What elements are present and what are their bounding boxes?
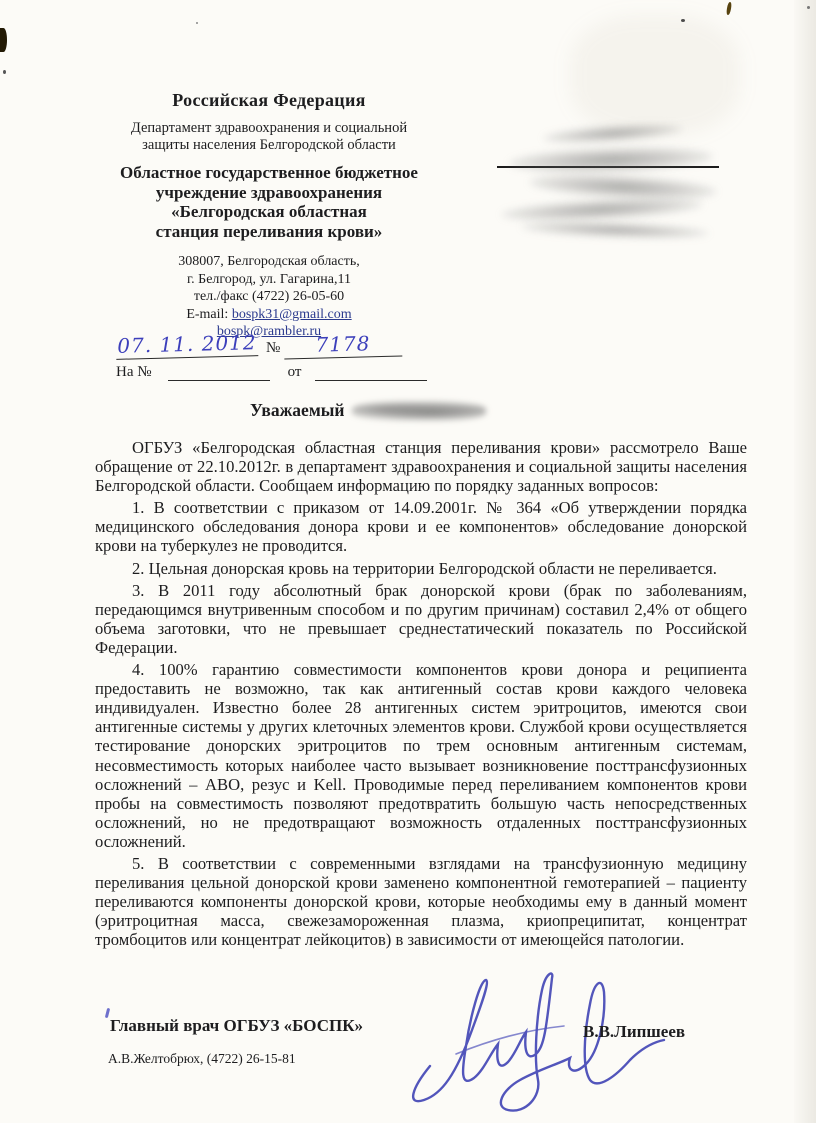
paragraph-item5: 5. В соответствии с современными взглядами на трансфузионную медицину переливания цельной донорской крови заменено компонентной гемотерапией – пациенту переливаются компоненты донорской крови, которые необходимы ему в данный момент (эритроцитная масса, свежезамороженная плазма, криопреципитат, концентрат тромбоцитов или концентрат лейкоцитов) в зависимости от имеющейся патологии.	[95, 853, 747, 950]
signer-position: Главный врач ОГБУЗ «БОСПК»	[110, 1016, 364, 1035]
salutation-line	[250, 400, 486, 421]
letterhead-address	[78, 253, 460, 341]
date-number-row	[116, 332, 446, 358]
letter-body	[95, 438, 747, 949]
scan-speckle	[0, 28, 7, 52]
handwritten-date: 07. 11. 2012	[116, 330, 259, 360]
blur-smudge	[509, 144, 714, 175]
letterhead-department-line2: защиты населения Белгородской области	[142, 137, 396, 153]
scan-speckle	[807, 6, 810, 9]
paragraph-item4: 4. 100% гарантию совместимости компонентов крови донора и реципиента предоставить не возможно, так как антигенный состав крови каждого человека индивидуален. Известно более 28 антигенных систем эритроцитов, имеются свои антигенные системы у других клеточных элементов крови. Службой крови осуществляется тестирование донорских эритроцитов по трем основным антигенным системам, несовместимость которых наиболее часто вызывает возникновение посттрансфузионных осложнений – АВО, резус и Kell. Проводимые перед переливанием компонентов крови пробы на совместимость позволяют предотвратить большую часть непосредственных осложнений, но не предотвращают возможность отдаленных посттрансфузионных осложнений.	[95, 660, 747, 851]
email-label: E-mail:	[186, 306, 229, 322]
ref-ot-label: от	[287, 364, 302, 380]
paragraph-item3: 3. В 2011 году абсолютный брак донорской крови (брак по заболеваниям, передающимся внутривенным способом и по другим причинам) составил 2,4% от общего объема заготовки, что не превышает среднестатический показатель по Российской Федерации.	[95, 580, 747, 657]
letterhead-country: Российская Федерация	[172, 90, 366, 110]
letterhead	[78, 90, 460, 341]
signer-name: В.В.Липшеев	[583, 1022, 686, 1041]
letterhead-department	[78, 120, 460, 154]
phone-fax-line: тел./факс (4722) 26-05-60	[193, 289, 345, 304]
paragraph-item1: 1. В соответствии с приказом от 14.09.2001г. № 364 «Об утверждении порядка медицинского обследования донора крови и ее компонентов» обследование донорской крови на туберкулез не проводится.	[95, 498, 747, 556]
scan-speckle	[3, 70, 6, 74]
date-number-block	[116, 332, 446, 381]
letterhead-department-line1: Департамент здравоохранения и социальной	[130, 120, 408, 136]
letterhead-org-line4: станция переливания крови»	[155, 221, 383, 241]
handwritten-outgoing-number: 7178	[284, 330, 403, 359]
address-line1: 308007, Белгородская область,	[178, 254, 360, 269]
scan-speckle	[681, 19, 685, 22]
paragraph-intro: ОГБУЗ «Белгородская областная станция переливания крови» рассмотрело Ваше обращение от 22.10.2012г. в департамент здравоохранения и социальной защиты населения Белгородской области. Сообщаем информацию по порядку заданных вопросов:	[95, 438, 747, 496]
email-address-rambler: bospk@rambler.ru	[216, 324, 322, 339]
email-address-gmail: bospk31@gmail.com	[231, 306, 352, 322]
redacted-recipient-name	[352, 401, 486, 421]
email-line1	[78, 306, 460, 324]
number-sign: №	[266, 340, 281, 356]
scan-speckle	[726, 2, 732, 15]
paragraph-item2: 2. Цельная донорская кровь на территории Белгородской области не переливается.	[132, 558, 717, 578]
signature-scribble	[398, 968, 670, 1120]
letterhead-org-line1: Областное государственное бюджетное	[120, 163, 418, 182]
blur-smudge	[501, 195, 704, 225]
scan-speckle	[196, 22, 198, 24]
letterhead-organization	[78, 163, 460, 241]
ref-number-blank	[168, 364, 270, 381]
letterhead-org-line2: учреждение здравоохранения	[155, 182, 383, 202]
ref-date-blank	[315, 364, 427, 381]
ref-na-label: На №	[116, 364, 152, 380]
address-line2: г. Белгород, ул. Гагарина,11	[187, 271, 351, 287]
scan-edge-shadow	[794, 0, 816, 1123]
letterhead-org-line3: «Белгородская областная	[171, 202, 367, 221]
blur-smudge	[521, 220, 709, 241]
redacted-recipient-block	[495, 124, 751, 256]
salutation-text: Уважаемый	[250, 400, 345, 420]
reference-row	[116, 364, 446, 381]
blur-smudge	[543, 121, 684, 146]
scan-shading	[570, 15, 740, 135]
executor-contact: А.В.Желтобрюх, (4722) 26-15-81	[108, 1051, 296, 1066]
